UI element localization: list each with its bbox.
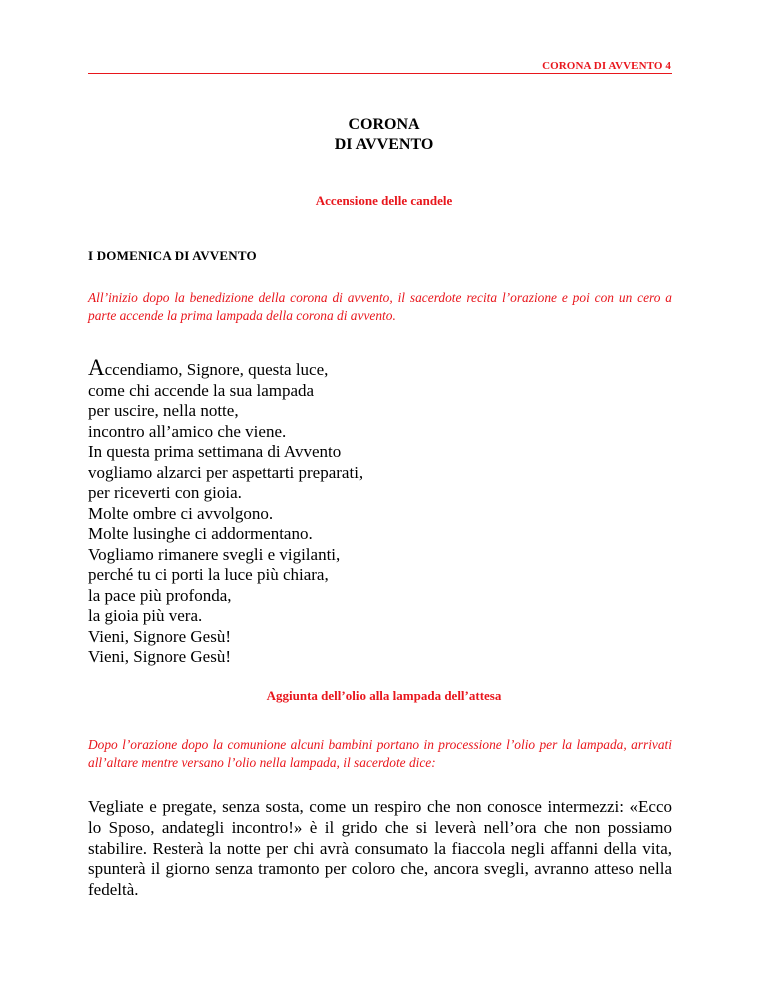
prayer-line: Vogliamo rimanere svegli e vigilanti, xyxy=(88,544,341,564)
prayer-line: perché tu ci porti la luce più chiara, xyxy=(88,565,329,584)
prayer-line: Vieni, Signore Gesù! xyxy=(88,647,231,666)
running-header: CORONA DI AVVENTO 4 xyxy=(542,60,671,72)
prayer-line: per uscire, nella notte, xyxy=(88,401,239,420)
section-subtitle-oil: Aggiunta dell’olio alla lampada dell’attesa xyxy=(266,688,502,703)
document-title xyxy=(0,115,768,155)
prayer-line: Molte lusinghe ci addormentano. xyxy=(88,524,313,543)
prayer-line: come chi accende la sua lampada xyxy=(88,380,315,400)
section-subtitle-candles: Accensione delle candele xyxy=(315,193,453,208)
prayer-line: Molte ombre ci avvolgono. xyxy=(88,503,274,523)
closing-paragraph: Vegliate e pregate, senza sosta, come un respiro che non conosce intermezzi: «Ecco lo Sposo, andategli incontro!» è il grido che si leverà nell’ora che non possiamo stabilire. Resterà la notte per chi avrà consumato la fiaccola negli affanni della vita, spunterà il giorno senza tramonto per coloro che, ancora svegli, avranno atteso nella fedeltà. xyxy=(88,797,672,900)
title-line-1: CORONA xyxy=(348,116,420,133)
prayer-line: Vieni, Signore Gesù! xyxy=(88,626,231,646)
prayer-line xyxy=(88,355,363,381)
prayer-line: In questa prima settimana di Avvento xyxy=(88,442,342,461)
section-heading-first-sunday: I DOMENICA DI AVVENTO xyxy=(88,248,257,263)
rubric-instruction-1: All’inizio dopo la benedizione della corona di avvento, il sacerdote recita l’orazione e poi con un cero a parte accende la prima lampada della corona di avvento. xyxy=(88,290,672,323)
prayer-line: la gioia più vera. xyxy=(88,606,203,625)
prayer-line: vogliamo alzarci per aspettarti preparati, xyxy=(88,462,364,482)
prayer-first-line: ccendiamo, Signore, questa luce, xyxy=(104,360,329,379)
prayer-line: per riceverti con gioia. xyxy=(88,483,242,502)
dropcap: A xyxy=(88,355,105,380)
prayer-line: la pace più profonda, xyxy=(88,585,232,605)
prayer-text xyxy=(88,355,364,668)
title-line-2: DI AVVENTO xyxy=(334,136,434,153)
prayer-line: incontro all’amico che viene. xyxy=(88,421,287,441)
rubric-instruction-2: Dopo l’orazione dopo la comunione alcuni bambini portano in processione l’olio per la lampada, arrivati all’altare mentre versano l’olio nella lampada, il sacerdote dice: xyxy=(88,737,672,770)
header-rule xyxy=(88,73,672,74)
